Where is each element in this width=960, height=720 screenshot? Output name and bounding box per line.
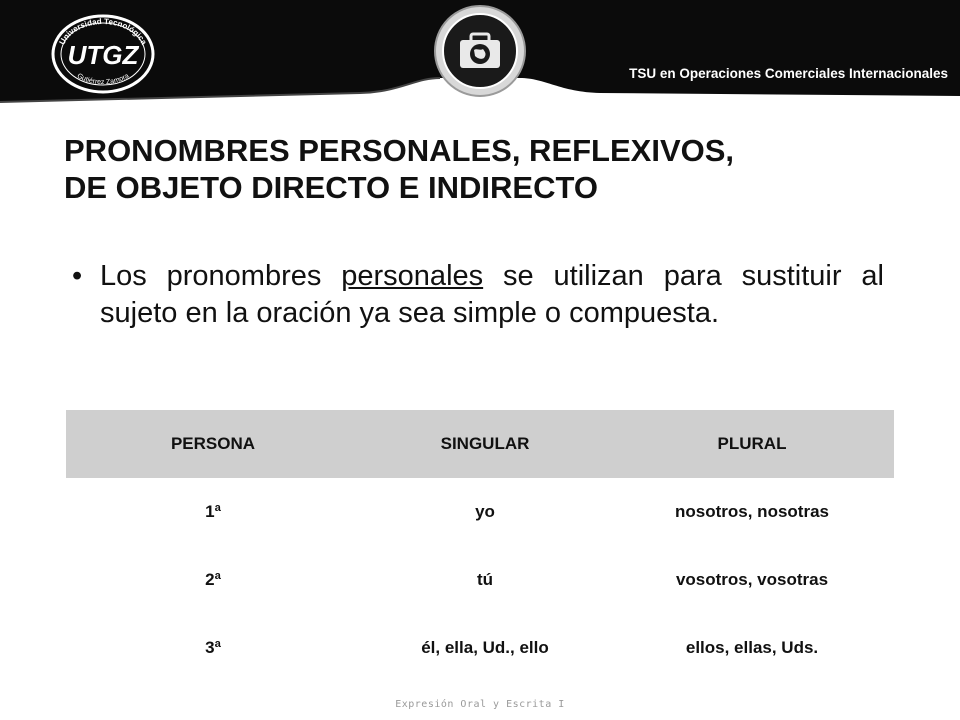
university-logo	[48, 8, 158, 98]
logo-arc-bottom: Gutiérrez Zamora	[75, 72, 131, 87]
bullet-text-end: se utilizan para sustituir al sujeto en la oración ya sea simple o compuesta.	[100, 260, 884, 329]
header-plural: PLURAL	[717, 434, 787, 453]
bullet-text	[100, 258, 884, 332]
cell-singular: yo	[475, 502, 495, 521]
briefcase-globe-icon	[433, 4, 527, 98]
bullet-dot-icon: •	[72, 260, 83, 292]
cell-persona: 3ª	[205, 638, 221, 657]
cell-plural: nosotros, nosotras	[675, 502, 829, 521]
logo-arc-top: Universidad Tecnológica	[57, 16, 149, 47]
table-row	[66, 478, 894, 546]
header-singular: SINGULAR	[440, 434, 530, 453]
pronouns-table	[66, 410, 894, 682]
table-header-row	[66, 410, 894, 478]
logo-letters: UTGZ	[67, 40, 139, 70]
slide-title	[64, 132, 924, 206]
cell-singular: tú	[476, 570, 494, 589]
cell-persona: 1ª	[205, 502, 221, 521]
bullet-underlined-word: personales	[341, 260, 484, 292]
slide-header	[0, 0, 960, 110]
bullet-text-start: Los pronombres	[100, 260, 342, 292]
table-row	[66, 546, 894, 614]
title-line-1: PRONOMBRES PERSONALES, REFLEXIVOS,	[64, 133, 735, 168]
svg-text:Gutiérrez Zamora	[76, 73, 131, 87]
cell-plural: vosotros, vosotras	[675, 570, 829, 589]
header-persona: PERSONA	[170, 434, 256, 453]
footer-course-name: Expresión Oral y Escrita I	[395, 699, 565, 710]
table-row	[66, 614, 894, 682]
bullet-item	[72, 258, 884, 332]
program-name: TSU en Operaciones Comerciales Internacionales	[629, 66, 948, 81]
cell-singular: él, ella, Ud., ello	[421, 638, 549, 657]
cell-plural: ellos, ellas, Uds.	[685, 638, 819, 657]
cell-persona: 2ª	[205, 570, 221, 589]
title-line-2: DE OBJETO DIRECTO E INDIRECTO	[64, 170, 598, 205]
